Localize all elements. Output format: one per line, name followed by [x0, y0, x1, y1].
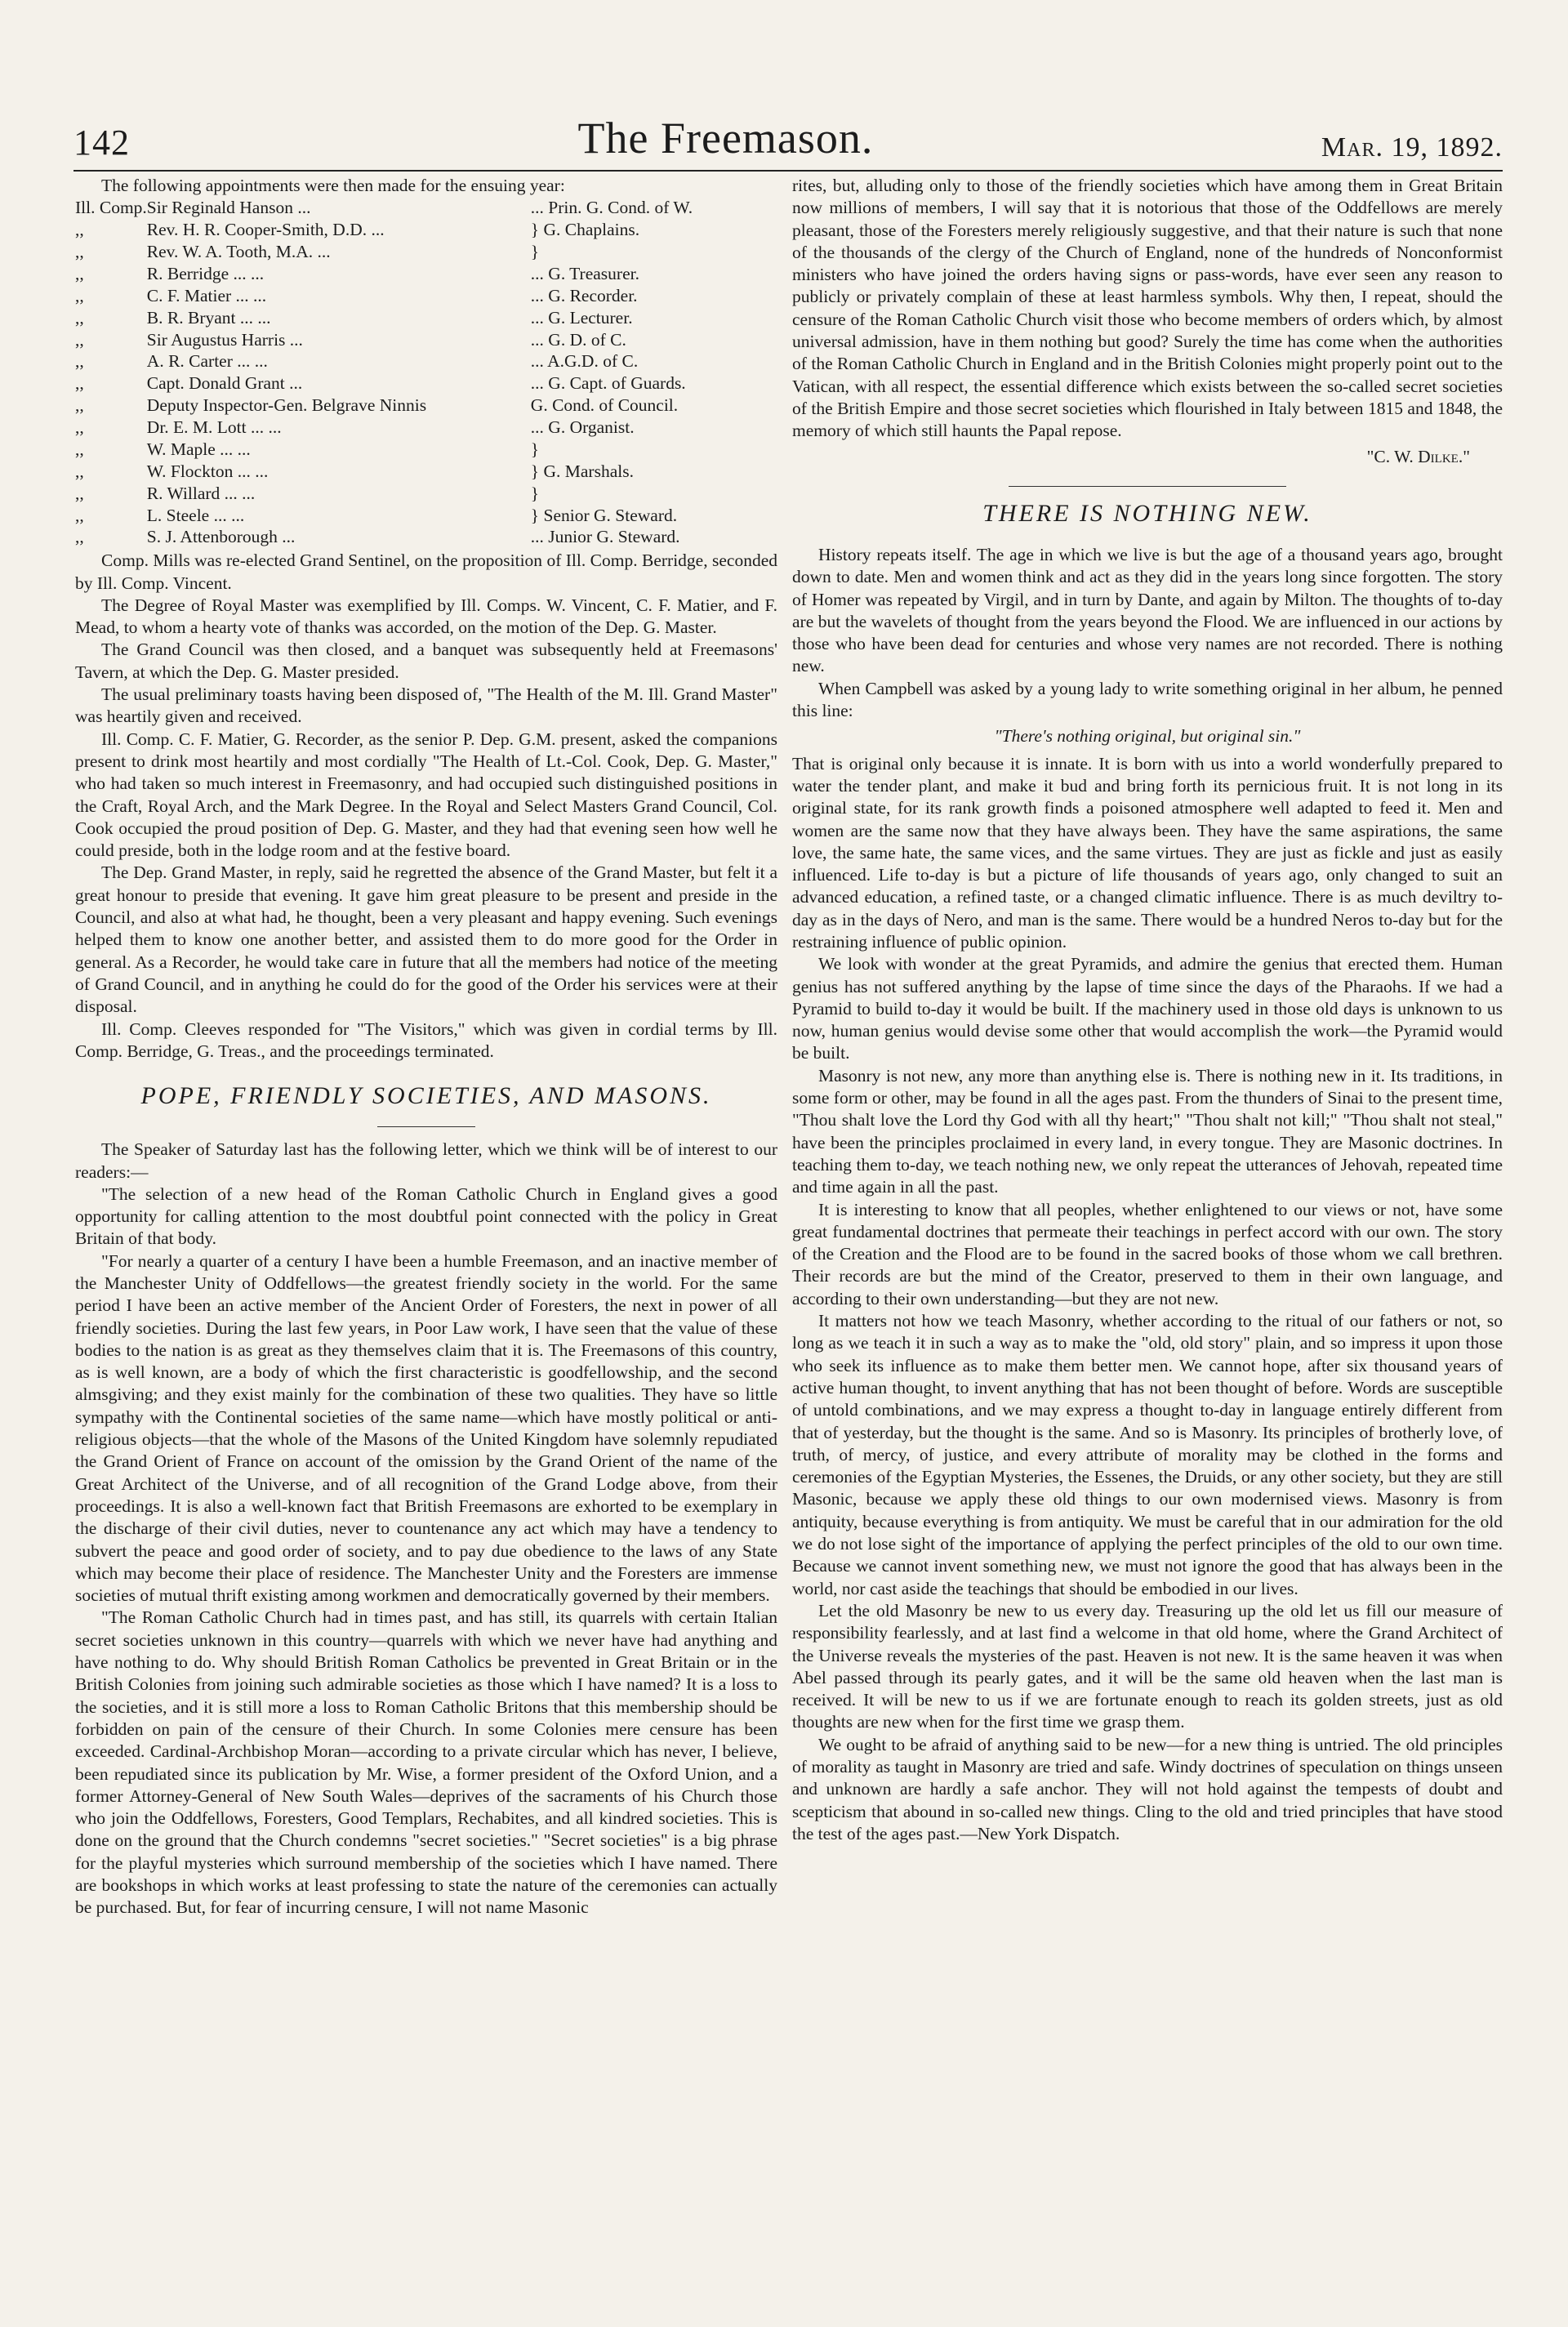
appointment-office: } — [530, 242, 540, 262]
appointment-office: } G. Chaplains. — [530, 220, 640, 240]
appointment-prefix: ,, — [75, 505, 84, 525]
appointment-office: ... G. Lecturer. — [530, 307, 633, 328]
section-heading-nothing-new: THERE IS NOTHING NEW. — [982, 499, 1312, 527]
paragraph: When Campbell was asked by a young lady to write something original in her album, he penned this line: — [792, 678, 1503, 721]
appointment-prefix: ,, — [75, 527, 84, 547]
appointment-row — [75, 329, 777, 351]
appointment-prefix: ,, — [75, 351, 84, 372]
appointment-name: S. J. Attenborough ... — [146, 527, 296, 547]
appointment-office: ... G. Recorder. — [530, 285, 638, 305]
page-number: 142 — [74, 123, 130, 163]
appointment-prefix: ,, — [75, 439, 84, 459]
appointment-row — [75, 307, 777, 329]
paragraph: The Speaker of Saturday last has the following letter, which we think will be of interest to our readers:— — [75, 1139, 777, 1182]
masthead — [74, 98, 1503, 172]
paragraph: The Grand Council was then closed, and a banquet was subsequently held at Freemasons' Tavern, at which the Dep. G. Master presided. — [75, 640, 777, 682]
appointments-intro: The following appointments were then made for the ensuing year: — [101, 176, 565, 195]
paragraph: We look with wonder at the great Pyramids, and admire the genius that erected them. Human genius has not suffered anything by the lapse of time since the days of the Pharaohs. If we had a Pyramid to build to-day it would be built. If the machinery used in those old days is unknown to us now, human genius would devise some other that would accomplish the work—the Pyramid would be built. — [792, 954, 1503, 1063]
letter-continuation: rites, but, alluding only to those of the friendly societies which have among them in Great Britain now millions of members, I will say that it is notorious that those of the Oddfellows are merely pleasant, those of the Foresters merely religiously suggestive, and that their nature is such that none of the thousands of the clergy of the Church of England, none of the hundreds of Nonconformist ministers who have joined the orders having signs or pass-words, have ever seen any reason to publicly or privately complain of these at least harmless symbols. Why then, I repeat, should the censure of the Roman Catholic Church visit those who become members of orders which, by almost universal admission, have in them nothing but good? Surely the time has come when the authorities of the Roman Catholic Church in England and in the British Colonies might properly point out to the Vatican, with all respect, the essential difference which exists between the so-called secret societies of the British Empire and those secret societies which flourished in Italy between 1815 and 1848, the memory of which still haunts the Papal repose. — [792, 176, 1503, 441]
appointment-row — [75, 395, 777, 417]
appointment-name: W. Flockton ... ... — [146, 461, 269, 481]
paragraph: Masonry is not new, any more than anything else is. There is nothing new in it. Its traditions, in some form or other, may be found in all the ages past. From the thunders of Sinai to the present time, "Thou shalt love the Lord thy God with all thy heart;" "Thou shalt not kill;" "Thou shalt not steal," have been the principles proclaimed in every land, in every tongue. They are Masonic doctrines. In teaching them to-day, we teach nothing new, we only repeat the utterances of Jehovah, repeated time and time again in all the past. — [792, 1065, 1503, 1197]
paragraph: Comp. Mills was re-elected Grand Sentinel, on the proposition of Ill. Comp. Berridge, seconded by Ill. Comp. Vincent. — [75, 551, 777, 593]
appointment-row — [75, 526, 777, 548]
paragraph: Ill. Comp. C. F. Matier, G. Recorder, as the senior P. Dep. G.M. present, asked the companions present to drink most heartily and most cordially "The Health of Lt.-Col. Cook, Dep. G. Master," who had taken so much interest in Freemasonry, and had occupied such distinguished positions in the Craft, Royal Arch, and the Mark Degree. In the Royal and Select Masters Grand Council, Col. Cook occupied the proud position of Dep. G. Master, and they had that evening seen how well he could preside, both in the lodge room and at the festive board. — [75, 729, 777, 861]
left-paragraphs — [75, 550, 777, 1063]
appointment-prefix: ,, — [75, 242, 84, 262]
appointment-office: } — [530, 439, 540, 459]
appointment-prefix: ,, — [75, 285, 84, 305]
paragraph: We ought to be afraid of anything said to be new—for a new thing is untried. The old principles of morality as taught in Masonry are tried and safe. Windy doctrines of speculation on things unseen and unknown are hardly a safe anchor. They will not hold against the tempests of doubt and scepticism that abound in so-called new things. Cling to the old and tried principles that have stood the test of the ages past.—New York Dispatch. — [792, 1734, 1503, 1843]
appointment-prefix: ,, — [75, 220, 84, 240]
appointment-name: C. F. Matier ... ... — [146, 285, 267, 305]
appointment-name: Deputy Inspector-Gen. Belgrave Ninnis — [146, 395, 427, 416]
paragraph: It matters not how we teach Masonry, whether according to the ritual of our fathers or not, so long as we teach it in such a way as to make the "old, old story" plain, and so impress it upon those who seek its influence as to make them better men. We cannot hope, after six thousand years of active human thought, to invent anything that has not been thought of before. Words are susceptible of untold combinations, and we may express a thought to-day in language entirely different from that of yesterday, but the thought is the same. And so is Masonry. Its principles of brotherly love, of truth, of mercy, of justice, and every attribute of morality may be clothed in the forms and ceremonies of the Egyptian Mysteries, the Essenes, the Druids, or any other society, but they are still Masonic, because we apply these old things to our own modernised views. Masonry is from antiquity, because everything is from antiquity. We must be careful that in our admiration for the old we do not lose sight of the importance of applying the perfect principles of the old to our own time. Because we cannot invent something new, we must not ignore the good that has always been in the world, nor cast aside the teachings that should be embodied in our lives. — [792, 1311, 1503, 1598]
appointment-name: Rev. W. A. Tooth, M.A. ... — [146, 242, 331, 262]
paragraph: It is interesting to know that all peoples, whether enlightened to our views or not, have some great fundamental doctrines that permeate their teachings in perfect accord with our own. The story of the Creation and the Flood are to be found in the sacred books of those whom we call brethren. Their records are but the mind of the Creator, preserved to them in their own language, and according to their own understanding—but they are not new. — [792, 1199, 1503, 1308]
paragraph: Let the old Masonry be new to us every day. Treasuring up the old let us fill our measure of responsibility fearlessly, and at last find a welcome in that old home, where the Grand Architect of the Universe reveals the mysteries of the past. Heaven is not new. It is the same heaven it was when Abel passed through its pearly gates, and it will be the same old heaven when the last man is received. It will be new to us if we are fortunate enough to reach its golden streets, just as old thoughts are new when for the first time we grasp them. — [792, 1600, 1503, 1732]
article-paragraphs-2 — [792, 953, 1503, 1845]
appointment-row — [75, 285, 777, 307]
appointment-row — [75, 483, 777, 505]
appointment-name: R. Willard ... ... — [146, 483, 256, 503]
appointment-prefix: ,, — [75, 373, 84, 394]
article-paragraphs-1 — [792, 544, 1503, 722]
appointment-prefix: ,, — [75, 307, 84, 328]
appointment-name: W. Maple ... ... — [146, 439, 251, 459]
appointment-row — [75, 263, 777, 285]
appointment-name: Dr. E. M. Lott ... ... — [146, 417, 282, 438]
appointment-name: Capt. Donald Grant ... — [146, 373, 303, 394]
appointment-office: ... G. Treasurer. — [530, 263, 639, 283]
appointment-name: Rev. H. R. Cooper-Smith, D.D. ... — [146, 220, 385, 240]
appointment-row — [75, 439, 777, 461]
appointment-office: ... G. Organist. — [530, 417, 635, 438]
issue-date: Mar. 19, 1892. — [1321, 132, 1503, 163]
paragraph: The usual preliminary toasts having been disposed of, "The Health of the M. Ill. Grand Master" was heartily given and received. — [75, 684, 777, 727]
appointment-office: ... Prin. G. Cond. of W. — [530, 198, 693, 218]
paragraph: Ill. Comp. Cleeves responded for "The Visitors," which was given in cordial terms by Ill. Comp. Berridge, G. Treas., and the proceedings terminated. — [75, 1019, 777, 1061]
appointment-office: G. Cond. of Council. — [530, 395, 679, 416]
appointment-prefix: ,, — [75, 417, 84, 438]
letter-signature: "C. W. Dilke." — [1366, 446, 1470, 466]
heading-rule — [377, 1126, 475, 1127]
appointment-office: ... Junior G. Steward. — [530, 527, 680, 547]
appointment-row — [75, 417, 777, 439]
appointment-name: L. Steele ... ... — [146, 505, 245, 525]
appointment-name: R. Berridge ... ... — [146, 263, 265, 283]
appointment-prefix: ,, — [75, 263, 84, 283]
paragraph: History repeats itself. The age in which we live is but the age of a thousand years ago, brought down to date. Men and women think and act as they did in the years long since forgotten. The story of Homer was repeated by Virgil, and in turn by Dante, and again by Milton. The thoughts of to-day are but the wavelets of thought from the years beyond the Flood. We are influenced in our actions by those who have been dead for centuries and whose very names are not recorded. There is nothing new. — [792, 544, 1503, 676]
appointment-prefix: ,, — [75, 329, 84, 350]
campbell-quote: "There's nothing original, but original sin." — [994, 726, 1301, 747]
article-paragraph: That is original only because it is innate. It is born with us into a world wonderfully prepared to water the tender plant, and make it bud and bring forth its pernicious fruit. It is not long in its original state, for its rank growth finds a poisoned atmosphere well adapted to feed it. Men and women are the same now that they have always been. They have the same aspirations, the same love, the same hate, the same vices, and the same virtues. They are just as fickle and just as easily influenced. Life to-day is but a picture of life thousands of years ago, only changed to suit an advanced education, a refined taste, or a changed climatic influence. There is as much deviltry to-day as in the days of Nero, and man is the same. There would be a hundred Neros to-day but for the restraining influence of public opinion. — [792, 753, 1503, 952]
appointment-office: } Senior G. Steward. — [530, 505, 678, 525]
appointment-office: ... G. D. of C. — [530, 329, 626, 350]
section-divider — [1009, 486, 1286, 487]
appointment-name: Sir Reginald Hanson ... — [146, 198, 311, 218]
publication-title: The Freemason. — [577, 114, 874, 163]
appointment-office: } G. Marshals. — [530, 461, 634, 481]
section-heading-pope: POPE, FRIENDLY SOCIETIES, AND MASONS. — [140, 1082, 712, 1110]
appointment-prefix: ,, — [75, 483, 84, 503]
appointment-name: B. R. Bryant ... ... — [146, 307, 271, 328]
appointment-prefix: Ill. Comp. — [75, 198, 147, 218]
appointment-row — [75, 241, 777, 263]
appointment-row — [75, 350, 777, 372]
appointment-office: } — [530, 483, 540, 503]
appointment-name: A. R. Carter ... ... — [146, 351, 268, 372]
appointment-row — [75, 461, 777, 483]
paragraph: The Dep. Grand Master, in reply, said he regretted the absence of the Grand Master, but felt it a great honour to preside that evening. It gave him great pleasure to be present and preside in the Council, and also at what had, he thought, been a very pleasant and happy evening. Such evenings helped them to know one another better, and assisted them to do more good for the Order in general. As a Recorder, he would take care in future that all the members had notice of the meeting of Grand Council, and in anything he could do for the good of the Order his services were at their disposal. — [75, 863, 777, 1017]
paragraph: "The selection of a new head of the Roman Catholic Church in England gives a good opportunity for calling attention to the most doubtful point connected with the policy in Great Britain of that body. — [75, 1184, 777, 1249]
appointment-row — [75, 219, 777, 241]
left-column — [75, 175, 777, 2294]
appointment-row — [75, 505, 777, 527]
appointment-prefix: ,, — [75, 395, 84, 416]
appointment-office: ... A.G.D. of C. — [530, 351, 639, 372]
letter-paragraphs — [75, 1139, 777, 1919]
paragraph: "For nearly a quarter of a century I have been a humble Freemason, and an inactive member of the Manchester Unity of Oddfellows—the greatest friendly society in the world. For the same period I have been an active member of the Ancient Order of Foresters, the next in power of all friendly societies. During the last few years, in Poor Law work, I have seen that the value of these bodies to the nation is as great as they themselves claim that it is. The Freemasons of this country, as is well known, are a body of which the first characteristic is goodfellowship, and the second almsgiving; and they exist mainly for the combination of these two qualities. They have so little sympathy with the Continental societies of the same name—which have mostly political or anti-religious objects—that the whole of the Masons of the United Kingdom have solemnly repudiated the Grand Orient of France on account of the omission by the Grand Orient of the name of the Great Architect of the Universe, and of all recognition of the Grand Lodge above, from their proceedings. It is also a well-known fact that British Freemasons are exhorted to be exemplary in the discharge of their civil duties, never to countenance any act which may have a tendency to subvert the peace and good order of society, and to pay due obedience to the laws of any State which may become their place of residence. The Manchester Unity and the Foresters are immense societies of mutual thrift existing among workmen and democratically governed by their members. — [75, 1250, 777, 1606]
appointment-name: Sir Augustus Harris ... — [146, 329, 303, 350]
paragraph: "The Roman Catholic Church had in times past, and has still, its quarrels with certain Italian secret societies unknown in this country—quarrels with which we never have had anything and have nothing to do. Why should British Roman Catholics be prevented in Great Britain or in the British Colonies from joining such admirable societies as those which I have named? It is a loss to the societies, and it is still more a loss to Roman Catholic Britons that this membership should be forbidden on pain of the censure of their Church. In some Colonies mere censure has been exceeded. Cardinal-Archbishop Moran—according to a private circular which has never, I believe, been repudiated since its publication by Mr. Wise, a former president of the Oxford Union, and a former Attorney-General of New South Wales—deprives of the sacraments of his Church those who join the Oddfellows, Foresters, Good Templars, Rechabites, and all kindred societies. This is done on the ground that the Church condemns "secret societies." "Secret societies" is a big phrase for the playful mysteries which surround membership of the societies which I have named. There are bookshops in which works at least professing to state the nature of the ceremonies can actually be purchased. But, for fear of incurring censure, I will not name Masonic — [75, 1607, 777, 1918]
paragraph: The Degree of Royal Master was exemplified by Ill. Comps. W. Vincent, C. F. Matier, and F. Mead, to whom a hearty vote of thanks was accorded, on the motion of the Dep. G. Master. — [75, 595, 777, 638]
appointments-list — [75, 197, 777, 548]
right-column — [792, 175, 1503, 2294]
appointment-row — [75, 372, 777, 395]
appointment-prefix: ,, — [75, 461, 84, 481]
appointment-row — [75, 197, 777, 219]
appointment-office: ... G. Capt. of Guards. — [530, 373, 686, 394]
